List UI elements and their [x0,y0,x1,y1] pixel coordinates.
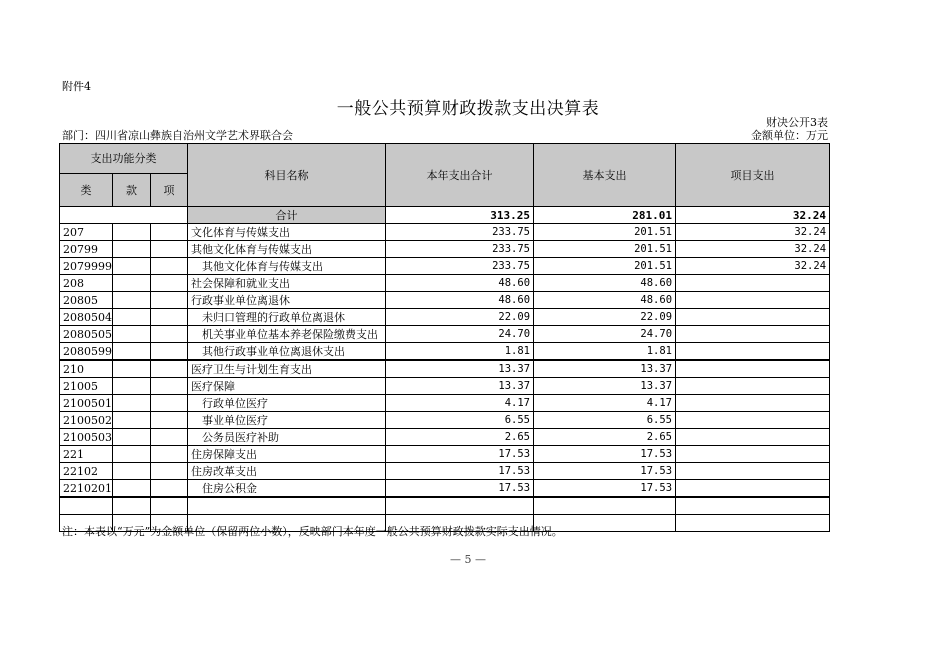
row-basic: 17.53 [534,446,676,463]
row-code: 208 [60,275,113,292]
row-total: 17.53 [386,446,534,463]
row-xiang [151,429,188,446]
expenditure-table [59,143,830,532]
table-row [60,360,830,378]
table-row [60,412,830,429]
row-project [676,343,830,361]
row-project [676,360,830,378]
row-basic: 2.65 [534,429,676,446]
row-project [676,497,830,515]
table-row [60,463,830,480]
header-kuan: 款 [113,174,151,207]
row-subject-name: 行政单位医疗 [188,395,386,412]
table-row [60,480,830,498]
row-total: 233.75 [386,258,534,275]
row-basic [534,497,676,515]
row-project [676,480,830,498]
row-xiang [151,446,188,463]
table-row [60,292,830,309]
unit-label: 金额单位：万元 [751,129,828,142]
row-project [676,412,830,429]
row-code: 2080599 [60,343,113,361]
row-xiang [151,412,188,429]
row-code: 21005 [60,378,113,395]
row-basic: 1.81 [534,343,676,361]
header-lei: 类 [60,174,113,207]
row-xiang [151,480,188,498]
row-code: 2080505 [60,326,113,343]
row-subject-name: 住房改革支出 [188,463,386,480]
row-project [676,515,830,532]
row-basic: 201.51 [534,258,676,275]
row-xiang [151,292,188,309]
row-kuan [113,258,151,275]
row-basic: 17.53 [534,480,676,498]
row-xiang [151,395,188,412]
row-subject-name: 社会保障和就业支出 [188,275,386,292]
total-row [60,207,830,224]
row-code: 2080504 [60,309,113,326]
row-project [676,395,830,412]
row-subject-name: 公务员医疗补助 [188,429,386,446]
row-basic: 201.51 [534,241,676,258]
row-subject-name: 住房保障支出 [188,446,386,463]
row-subject-name: 医疗保障 [188,378,386,395]
row-total: 48.60 [386,292,534,309]
header-xiang: 项 [151,174,188,207]
row-basic: 48.60 [534,275,676,292]
row-subject-name: 机关事业单位基本养老保险缴费支出 [188,326,386,343]
row-basic: 13.37 [534,360,676,378]
row-total: 22.09 [386,309,534,326]
table-row [60,275,830,292]
row-project [676,463,830,480]
table-row [60,395,830,412]
row-subject-name: 文化体育与传媒支出 [188,224,386,241]
row-project: 32.24 [676,241,830,258]
row-kuan [113,412,151,429]
row-xiang [151,275,188,292]
row-total [386,497,534,515]
row-xiang [151,463,188,480]
total-project: 32.24 [676,207,830,224]
row-xiang [151,258,188,275]
row-project [676,275,830,292]
table-row [60,429,830,446]
row-total: 6.55 [386,412,534,429]
row-code: 2210201 [60,480,113,498]
header-func-class: 支出功能分类 [60,144,188,174]
row-kuan [113,292,151,309]
header-basic: 基本支出 [534,144,676,207]
table-row [60,378,830,395]
row-xiang [151,360,188,378]
row-project [676,378,830,395]
row-xiang [151,224,188,241]
row-total: 17.53 [386,463,534,480]
table-row [60,497,830,515]
row-total: 13.37 [386,360,534,378]
row-xiang [151,497,188,515]
row-project [676,429,830,446]
row-total: 48.60 [386,275,534,292]
row-total: 24.70 [386,326,534,343]
row-total: 17.53 [386,480,534,498]
row-code: 2100502 [60,412,113,429]
row-code: 20799 [60,241,113,258]
row-kuan [113,395,151,412]
row-total: 13.37 [386,378,534,395]
row-subject-name: 其他行政事业单位离退休支出 [188,343,386,361]
row-xiang [151,343,188,361]
row-project [676,292,830,309]
page-number: — 5 — [450,553,486,566]
row-total: 1.81 [386,343,534,361]
department-label: 部门：四川省凉山彝族自治州文学艺术界联合会 [62,129,293,142]
row-basic: 24.70 [534,326,676,343]
row-subject-name: 其他文化体育与传媒支出 [188,241,386,258]
row-subject-name: 其他文化体育与传媒支出 [188,258,386,275]
row-basic: 48.60 [534,292,676,309]
row-code: 2100501 [60,395,113,412]
row-basic: 4.17 [534,395,676,412]
table-row [60,446,830,463]
row-kuan [113,497,151,515]
row-basic: 6.55 [534,412,676,429]
row-basic: 201.51 [534,224,676,241]
row-total: 2.65 [386,429,534,446]
row-xiang [151,309,188,326]
page-title: 一般公共预算财政拨款支出决算表 [336,99,600,119]
row-kuan [113,429,151,446]
row-basic: 17.53 [534,463,676,480]
total-basic: 281.01 [534,207,676,224]
row-kuan [113,309,151,326]
row-subject-name: 事业单位医疗 [188,412,386,429]
row-code: 221 [60,446,113,463]
table-row [60,258,830,275]
row-subject-name: 未归口管理的行政单位离退休 [188,309,386,326]
row-code: 22102 [60,463,113,480]
row-kuan [113,343,151,361]
footnote: 注：本表以“万元”为金额单位（保留两位小数），反映部门本年度一般公共预算财政拨款实际支出情况。 [62,525,563,538]
row-basic: 13.37 [534,378,676,395]
row-subject-name [188,497,386,515]
row-kuan [113,224,151,241]
row-code: 2100503 [60,429,113,446]
form-number: 财决公开3表 [766,116,828,129]
row-kuan [113,326,151,343]
header-subject: 科目名称 [188,144,386,207]
row-total: 233.75 [386,241,534,258]
row-kuan [113,360,151,378]
row-kuan [113,446,151,463]
table-row [60,224,830,241]
row-code: 20805 [60,292,113,309]
row-xiang [151,241,188,258]
table-row [60,326,830,343]
row-project [676,326,830,343]
attachment-label: 附件4 [62,80,91,93]
row-xiang [151,326,188,343]
row-subject-name: 住房公积金 [188,480,386,498]
total-amount: 313.25 [386,207,534,224]
header-project: 项目支出 [676,144,830,207]
row-kuan [113,480,151,498]
row-project [676,309,830,326]
table-row [60,343,830,361]
row-total: 233.75 [386,224,534,241]
row-code: 207 [60,224,113,241]
row-kuan [113,463,151,480]
total-label: 合计 [188,207,386,224]
row-kuan [113,275,151,292]
row-code [60,497,113,515]
row-project [676,446,830,463]
row-project: 32.24 [676,224,830,241]
row-subject-name: 医疗卫生与计划生育支出 [188,360,386,378]
row-kuan [113,378,151,395]
header-total: 本年支出合计 [386,144,534,207]
row-code: 2079999 [60,258,113,275]
table-row [60,309,830,326]
row-total: 4.17 [386,395,534,412]
table-row [60,241,830,258]
row-basic: 22.09 [534,309,676,326]
row-subject-name: 行政事业单位离退休 [188,292,386,309]
row-xiang [151,378,188,395]
row-project: 32.24 [676,258,830,275]
row-code: 210 [60,360,113,378]
row-kuan [113,241,151,258]
